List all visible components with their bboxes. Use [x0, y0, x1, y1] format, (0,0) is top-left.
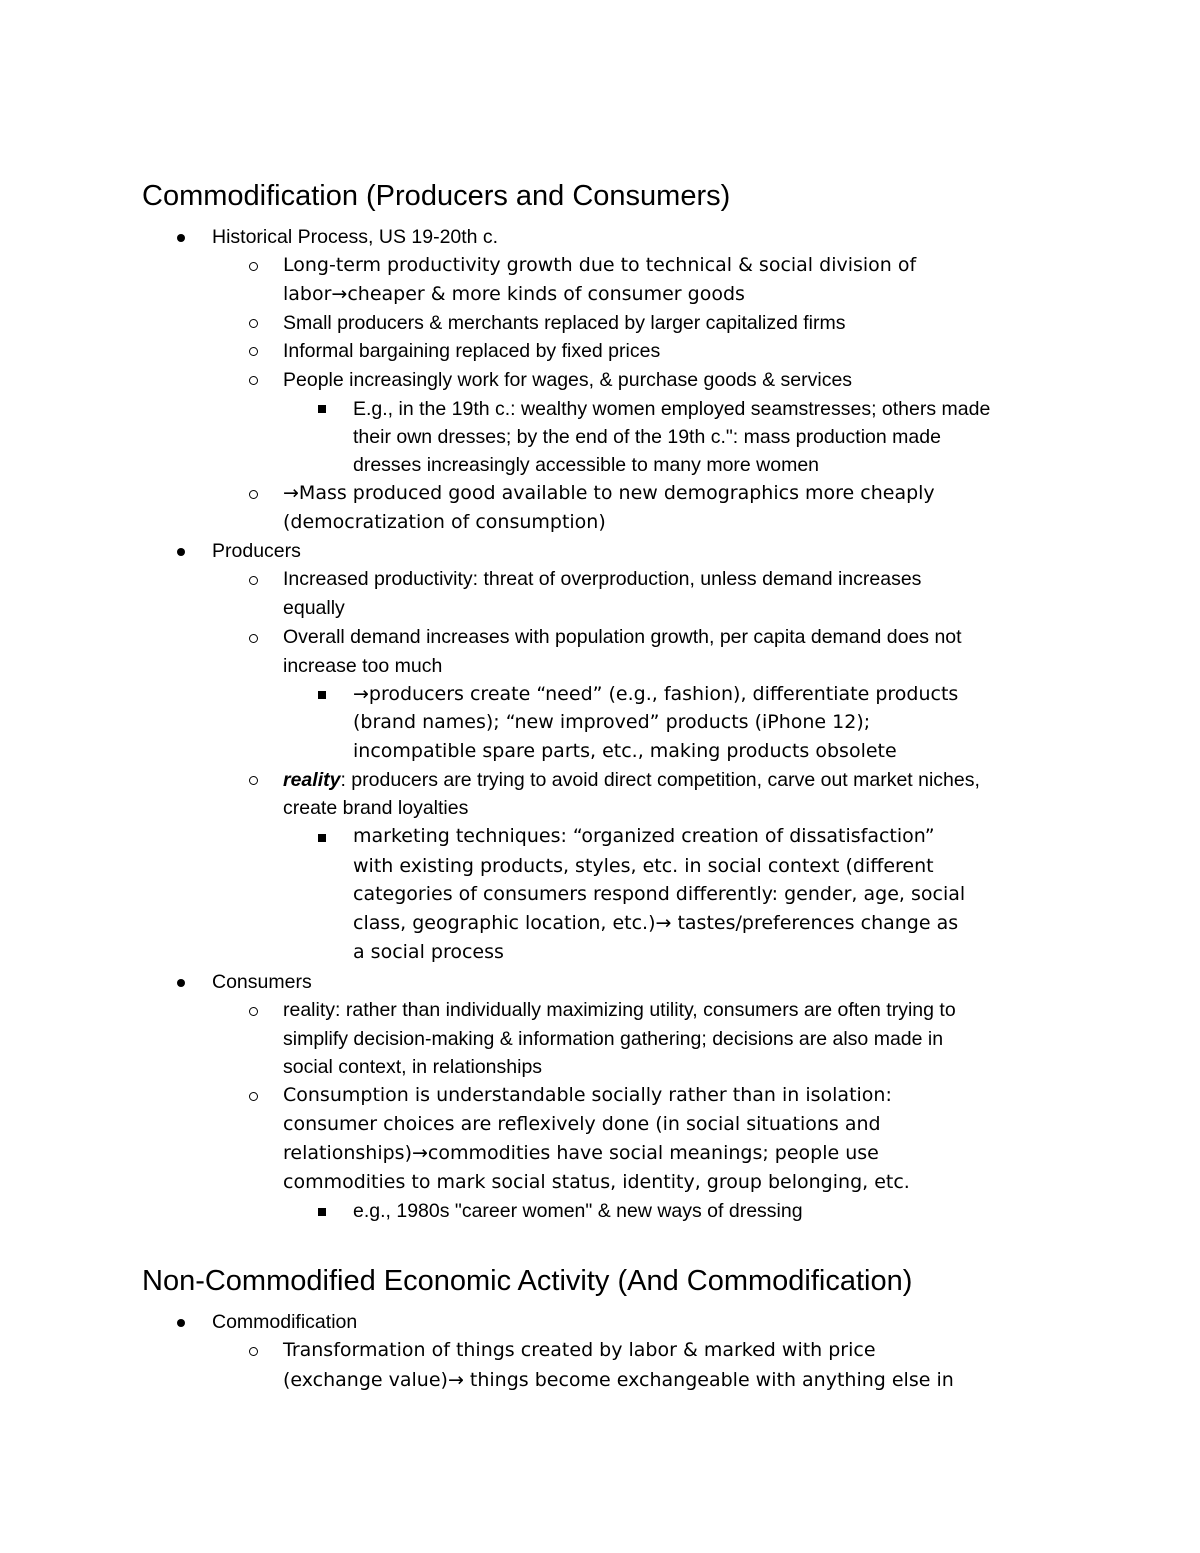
list-item-text-continued: their own dresses; by the end of the 19th c.": mass production made [353, 426, 941, 448]
bullet-dot [177, 234, 185, 242]
list-item-commodification: Commodification [212, 1311, 358, 1333]
list-item-text-continued: consumer choices are reflexively done (in social situations and [283, 1113, 881, 1135]
list-item-text: Overall demand increases with population growth, per capita demand does not [283, 626, 962, 648]
list-item-text-continued: create brand loyalties [283, 797, 469, 819]
list-item-text-continued: increase too much [283, 655, 443, 677]
bullet-circle [249, 576, 258, 585]
list-item-historical-process: Historical Process, US 19-20th c. [212, 226, 499, 248]
list-item-text-continued: (brand names); “new improved” products (iPhone 12); [353, 711, 871, 733]
bullet-square [318, 1208, 326, 1216]
list-item-text: Small producers & merchants replaced by larger capitalized firms [283, 312, 846, 334]
bullet-square [318, 834, 326, 842]
list-item-text: People increasingly work for wages, & purchase goods & services [283, 369, 853, 391]
list-item-text-continued: commodities to mark social status, identity, group belonging, etc. [283, 1171, 910, 1193]
bullet-dot [177, 979, 185, 987]
list-item-text-continued: simplify decision-making & information gathering; decisions are also made in [283, 1028, 944, 1050]
section-heading-commodification: Commodification (Producers and Consumers) [142, 180, 731, 212]
list-item-text: Transformation of things created by labor & marked with price [283, 1339, 876, 1361]
list-item-consumers: Consumers [212, 971, 312, 993]
list-item-text-continued: (exchange value)→ things become exchangeable with anything else in [283, 1369, 954, 1391]
list-item-text: e.g., 1980s "career women" & new ways of dressing [353, 1200, 803, 1222]
list-item-text-continued: with existing products, styles, etc. in social context (different [353, 855, 934, 877]
bullet-circle [249, 776, 258, 785]
list-item-text: reality: rather than individually maximizing utility, consumers are often trying to [283, 999, 956, 1021]
bullet-circle [249, 1007, 258, 1016]
bullet-circle [249, 262, 258, 271]
reality-text: : producers are trying to avoid direct competition, carve out market niches, [340, 769, 980, 791]
list-item-reality [283, 766, 980, 795]
list-item-text: Consumption is understandable socially rather than in isolation: [283, 1084, 892, 1106]
list-item-text: Informal bargaining replaced by fixed prices [283, 340, 661, 362]
bullet-circle [249, 319, 258, 328]
list-item-text: →producers create “need” (e.g., fashion), differentiate products [353, 683, 959, 705]
list-item-text-continued: incompatible spare parts, etc., making products obsolete [353, 740, 897, 762]
section-heading-non-commodified: Non-Commodified Economic Activity (And Commodification) [142, 1265, 913, 1297]
list-item-text-continued: labor→cheaper & more kinds of consumer goods [283, 283, 745, 305]
list-item-text: marketing techniques: “organized creation of dissatisfaction” [353, 825, 935, 847]
list-item-text-continued: categories of consumers respond differently: gender, age, social [353, 883, 966, 905]
list-item-text-continued: equally [283, 597, 345, 619]
bullet-square [318, 691, 326, 699]
bullet-dot [177, 1319, 185, 1327]
list-item-text: Increased productivity: threat of overproduction, unless demand increases [283, 568, 922, 590]
list-item-text: Long-term productivity growth due to technical & social division of [283, 254, 917, 276]
reality-emphasis: reality [283, 769, 341, 791]
list-item-text-continued: class, geographic location, etc.)→ tastes/preferences change as [353, 912, 959, 934]
bullet-circle [249, 490, 258, 499]
list-item-text: E.g., in the 19th c.: wealthy women employed seamstresses; others made [353, 398, 991, 420]
list-item-text-continued: (democratization of consumption) [283, 511, 606, 533]
bullet-circle [249, 1347, 258, 1356]
list-item-text-continued: social context, in relationships [283, 1056, 543, 1078]
list-item-text: →Mass produced good available to new demographics more cheaply [283, 482, 935, 504]
list-item-producers: Producers [212, 540, 301, 562]
bullet-dot [177, 548, 185, 556]
bullet-circle [249, 376, 258, 385]
bullet-circle [249, 634, 258, 643]
bullet-square [318, 405, 326, 413]
list-item-text-continued: relationships)→commodities have social meanings; people use [283, 1142, 879, 1164]
list-item-text-continued: dresses increasingly accessible to many more women [353, 454, 820, 476]
list-item-text-continued: a social process [353, 941, 504, 963]
bullet-circle [249, 347, 258, 356]
bullet-circle [249, 1092, 258, 1101]
